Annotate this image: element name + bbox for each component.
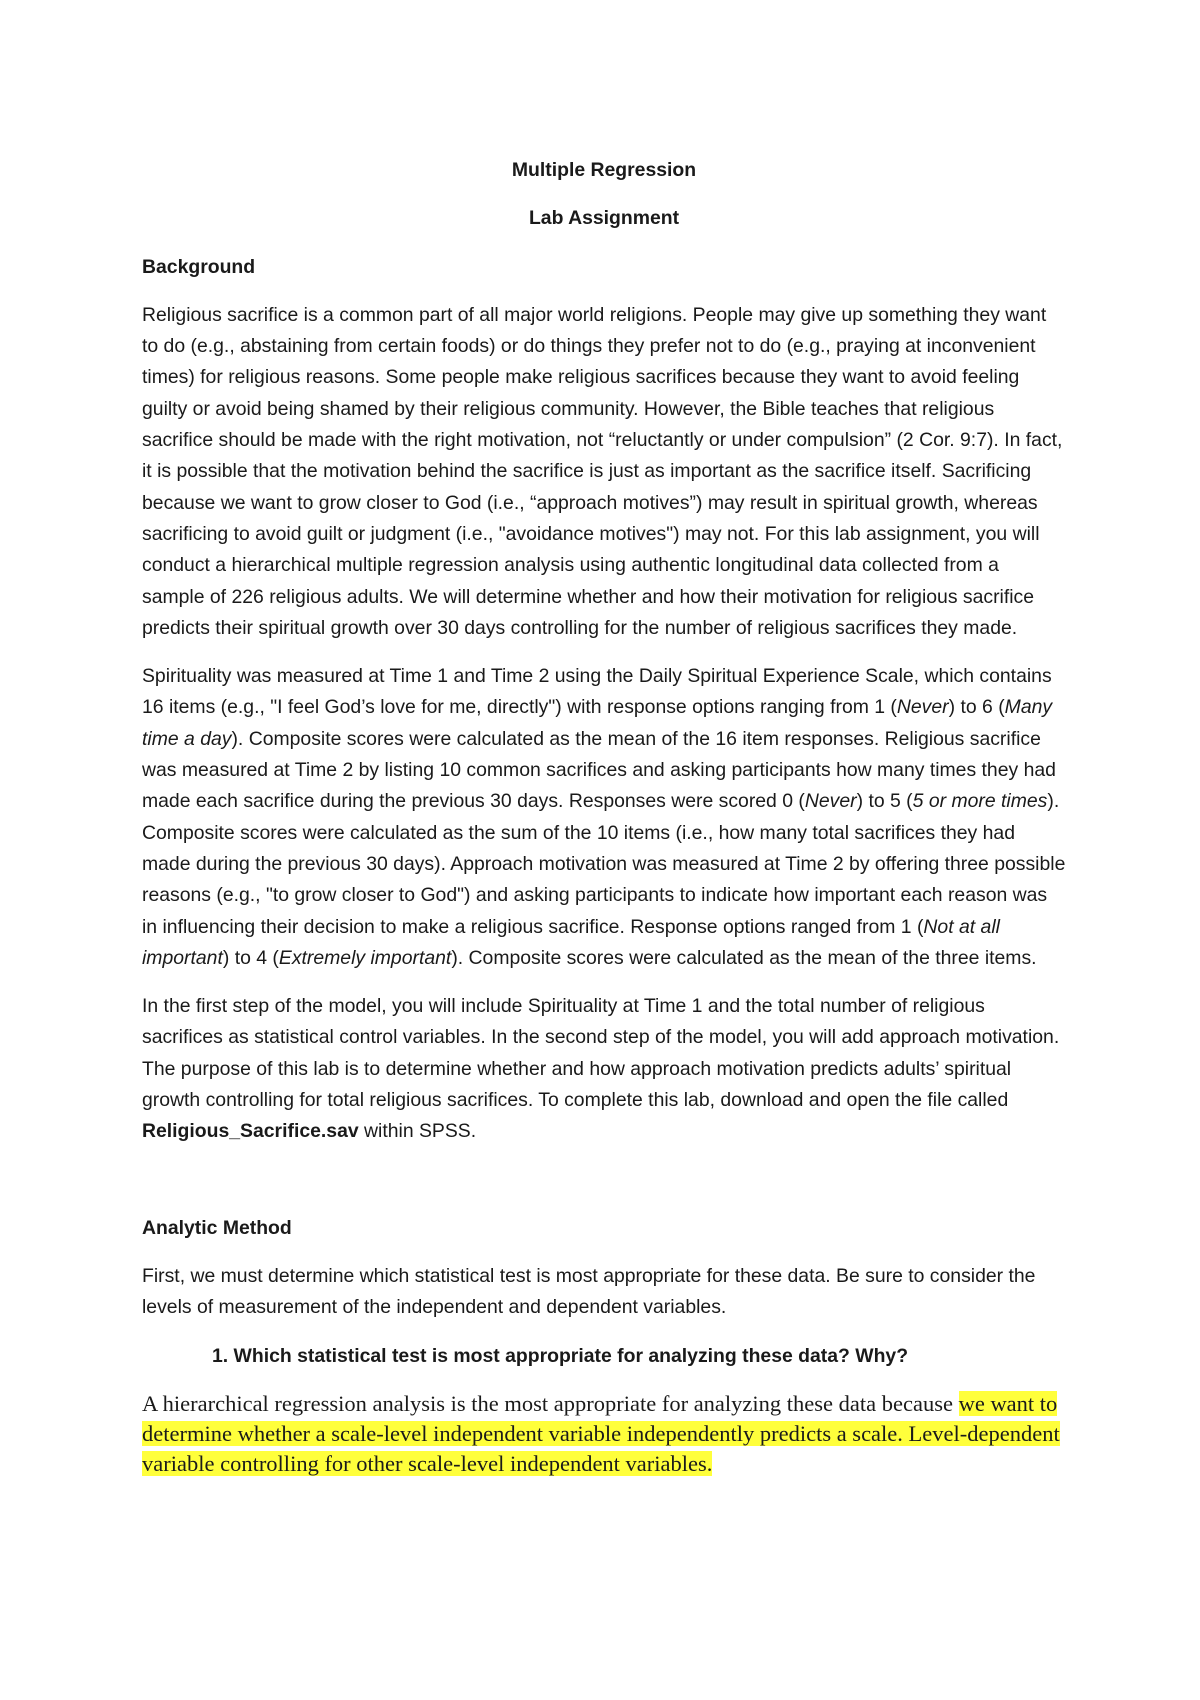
file-name: Religious_Sacrifice.sav: [142, 1120, 359, 1143]
answer-text: A hierarchical regression analysis is the most appropriate for analyzing these data because: [142, 1390, 959, 1416]
document-page: [142, 155, 1066, 1479]
document-subtitle: Lab Assignment: [528, 207, 680, 230]
italic-term: Extremely important: [278, 946, 452, 969]
text-segment: ) to 6 (: [948, 696, 1005, 719]
document-title: Multiple Regression: [511, 159, 697, 181]
italic-term: 5 or more times: [912, 790, 1048, 813]
italic-term: Never: [896, 696, 949, 719]
text-segment: ) to 5 (: [856, 790, 913, 813]
text-segment: Spirituality was measured at Time 1 and Time 2 using the Daily Spiritual Experience Scale, which contains 16 items (e.g., "I feel God’s love for me, directly") with response options ranging from 1 (: [142, 665, 1052, 719]
question-1: 1. Which statistical test is most appropriate for analyzing these data? Why?: [212, 1344, 909, 1367]
background-paragraph-1: Religious sacrifice is a common part of all major world religions. People may give up something they want to do (e.g., abstaining from certain foods) or do things they prefer not to do (e.g., praying at inconvenient times) for religious reasons. Some people make religious sacrifices because they want to avoid feeling guilty or avoid being shamed by their religious community. However, the Bible teaches that religious sacrifice should be made with the right motivation, not “reluctantly or under compulsion” (2 Cor. 9:7). In fact, it is possible that the motivation behind the sacrifice is just as important as the sacrifice itself. Sacrificing because we want to grow closer to God (i.e., “approach motives”) may result in spiritual growth, whereas sacrificing to avoid guilt or judgment (i.e., "avoidance motives") may not. For this lab assignment, you will conduct a hierarchical multiple regression analysis using authentic longitudinal data collected from a sample of 226 religious adults. We will determine whether and how their motivation for religious sacrifice predicts their spiritual growth over 30 days controlling for the number of religious sacrifices they made.: [142, 303, 1063, 639]
answer-highlighted-text: we want to determine whether a scale-level independent variable independently predicts a scale. Level-dependent variable controlling for other scale-level independent variables.: [142, 1390, 1060, 1476]
background-paragraph-3: [142, 991, 1066, 1147]
italic-term: Not at all important: [142, 915, 1000, 969]
italic-term: Many time a day: [142, 696, 1053, 750]
text-segment: ). Composite scores were calculated as the mean of the 16 item responses. Religious sacrifice was measured at Time 2 by listing 10 common sacrifices and asking participants how many times they had made each sacrifice during the previous 30 days. Responses were scored 0 (: [142, 727, 1056, 813]
italic-term: Never: [804, 790, 857, 813]
background-paragraph-2: [142, 661, 1066, 974]
text-segment: In the first step of the model, you will include Spirituality at Time 1 and the total number of religious sacrifices as statistical control variables. In the second step of the model, you will add approach motivation. The purpose of this lab is to determine whether and how approach motivation predicts adults’ spiritual growth controlling for total religious sacrifices. To complete this lab, download and open the file called: [142, 995, 1060, 1112]
analytic-method-paragraph: First, we must determine which statistical test is most appropriate for these data. Be sure to consider the levels of measurement of the independent and dependent variables.: [142, 1264, 1036, 1319]
text-segment: within SPSS.: [358, 1120, 477, 1143]
analytic-method-heading: Analytic Method: [142, 1216, 292, 1239]
answer-1: [142, 1389, 1066, 1479]
text-segment: ). Composite scores were calculated as the sum of the 10 items (i.e., how many total sacrifices they had made during the previous 30 days). Approach motivation was measured at Time 2 by offering three possible reasons (e.g., "to grow closer to God") and asking participants to indicate how important each reason was in influencing their decision to make a religious sacrifice. Response options ranged from 1 (: [142, 790, 1066, 938]
section-spacer: [142, 1165, 1066, 1213]
text-segment: ) to 4 (: [222, 946, 279, 969]
background-heading: Background: [142, 255, 256, 278]
text-segment: ). Composite scores were calculated as the mean of the three items.: [451, 946, 1037, 969]
